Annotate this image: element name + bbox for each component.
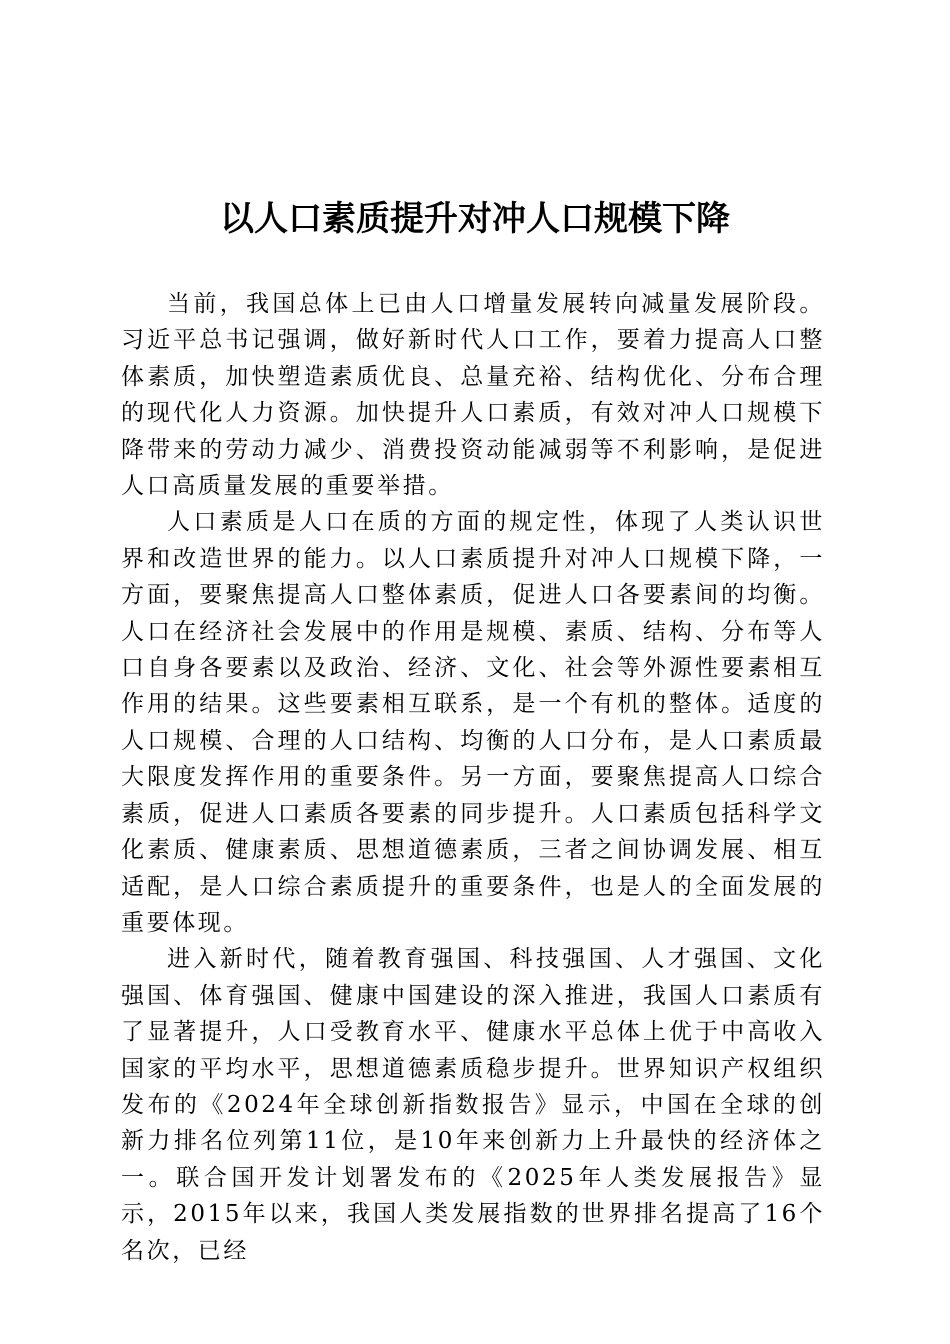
paragraph-3: 进入新时代，随着教育强国、科技强国、人才强国、文化强国、体育强国、健康中国建设的深入推进，我国人口素质有了显著提升，人口受教育水平、健康水平总体上优于中高收入国家的平均水平，思想道德素质稳步提升。世界知识产权组织发布的《2024年全球创新指数报告》显示，中国在全球的创新力排名位列第11位，是10年来创新力上升最快的经济体之一。联合国开发计划署发布的《2025年人类发展报告》显示，2015年以来，我国人类发展指数的世界排名提高了16个名次，已经: [121, 946, 825, 1264]
paragraph-2: 人口素质是人口在质的方面的规定性，体现了人类认识世界和改造世界的能力。以人口素质提升对冲人口规模下降，一方面，要聚焦提高人口整体素质，促进人口各要素间的均衡。人口在经济社会发展中的作用是规模、素质、结构、分布等人口自身各要素以及政治、经济、文化、社会等外源性要素相互作用的结果。这些要素相互联系，是一个有机的整体。适度的人口规模、合理的人口结构、均衡的人口分布，是人口素质最大限度发挥作用的重要条件。另一方面，要聚焦提高人口综合素质，促进人口素质各要素的同步提升。人口素质包括科学文化素质、健康素质、思想道德素质，三者之间协调发展、相互适配，是人口综合素质提升的重要条件，也是人的全面发展的重要体现。: [121, 509, 825, 936]
paragraph-1: 当前，我国总体上已由人口增量发展转向减量发展阶段。习近平总书记强调，做好新时代人口工作，要着力提高人口整体素质，加快塑造素质优良、总量充裕、结构优化、分布合理的现代化人力资源。加快提升人口素质，有效对冲人口规模下降带来的劳动力减少、消费投资动能减弱等不利影响，是促进人口高质量发展的重要举措。: [121, 291, 825, 500]
document-body: [121, 286, 825, 1269]
document-title: 以人口素质提升对冲人口规模下降: [220, 199, 730, 239]
